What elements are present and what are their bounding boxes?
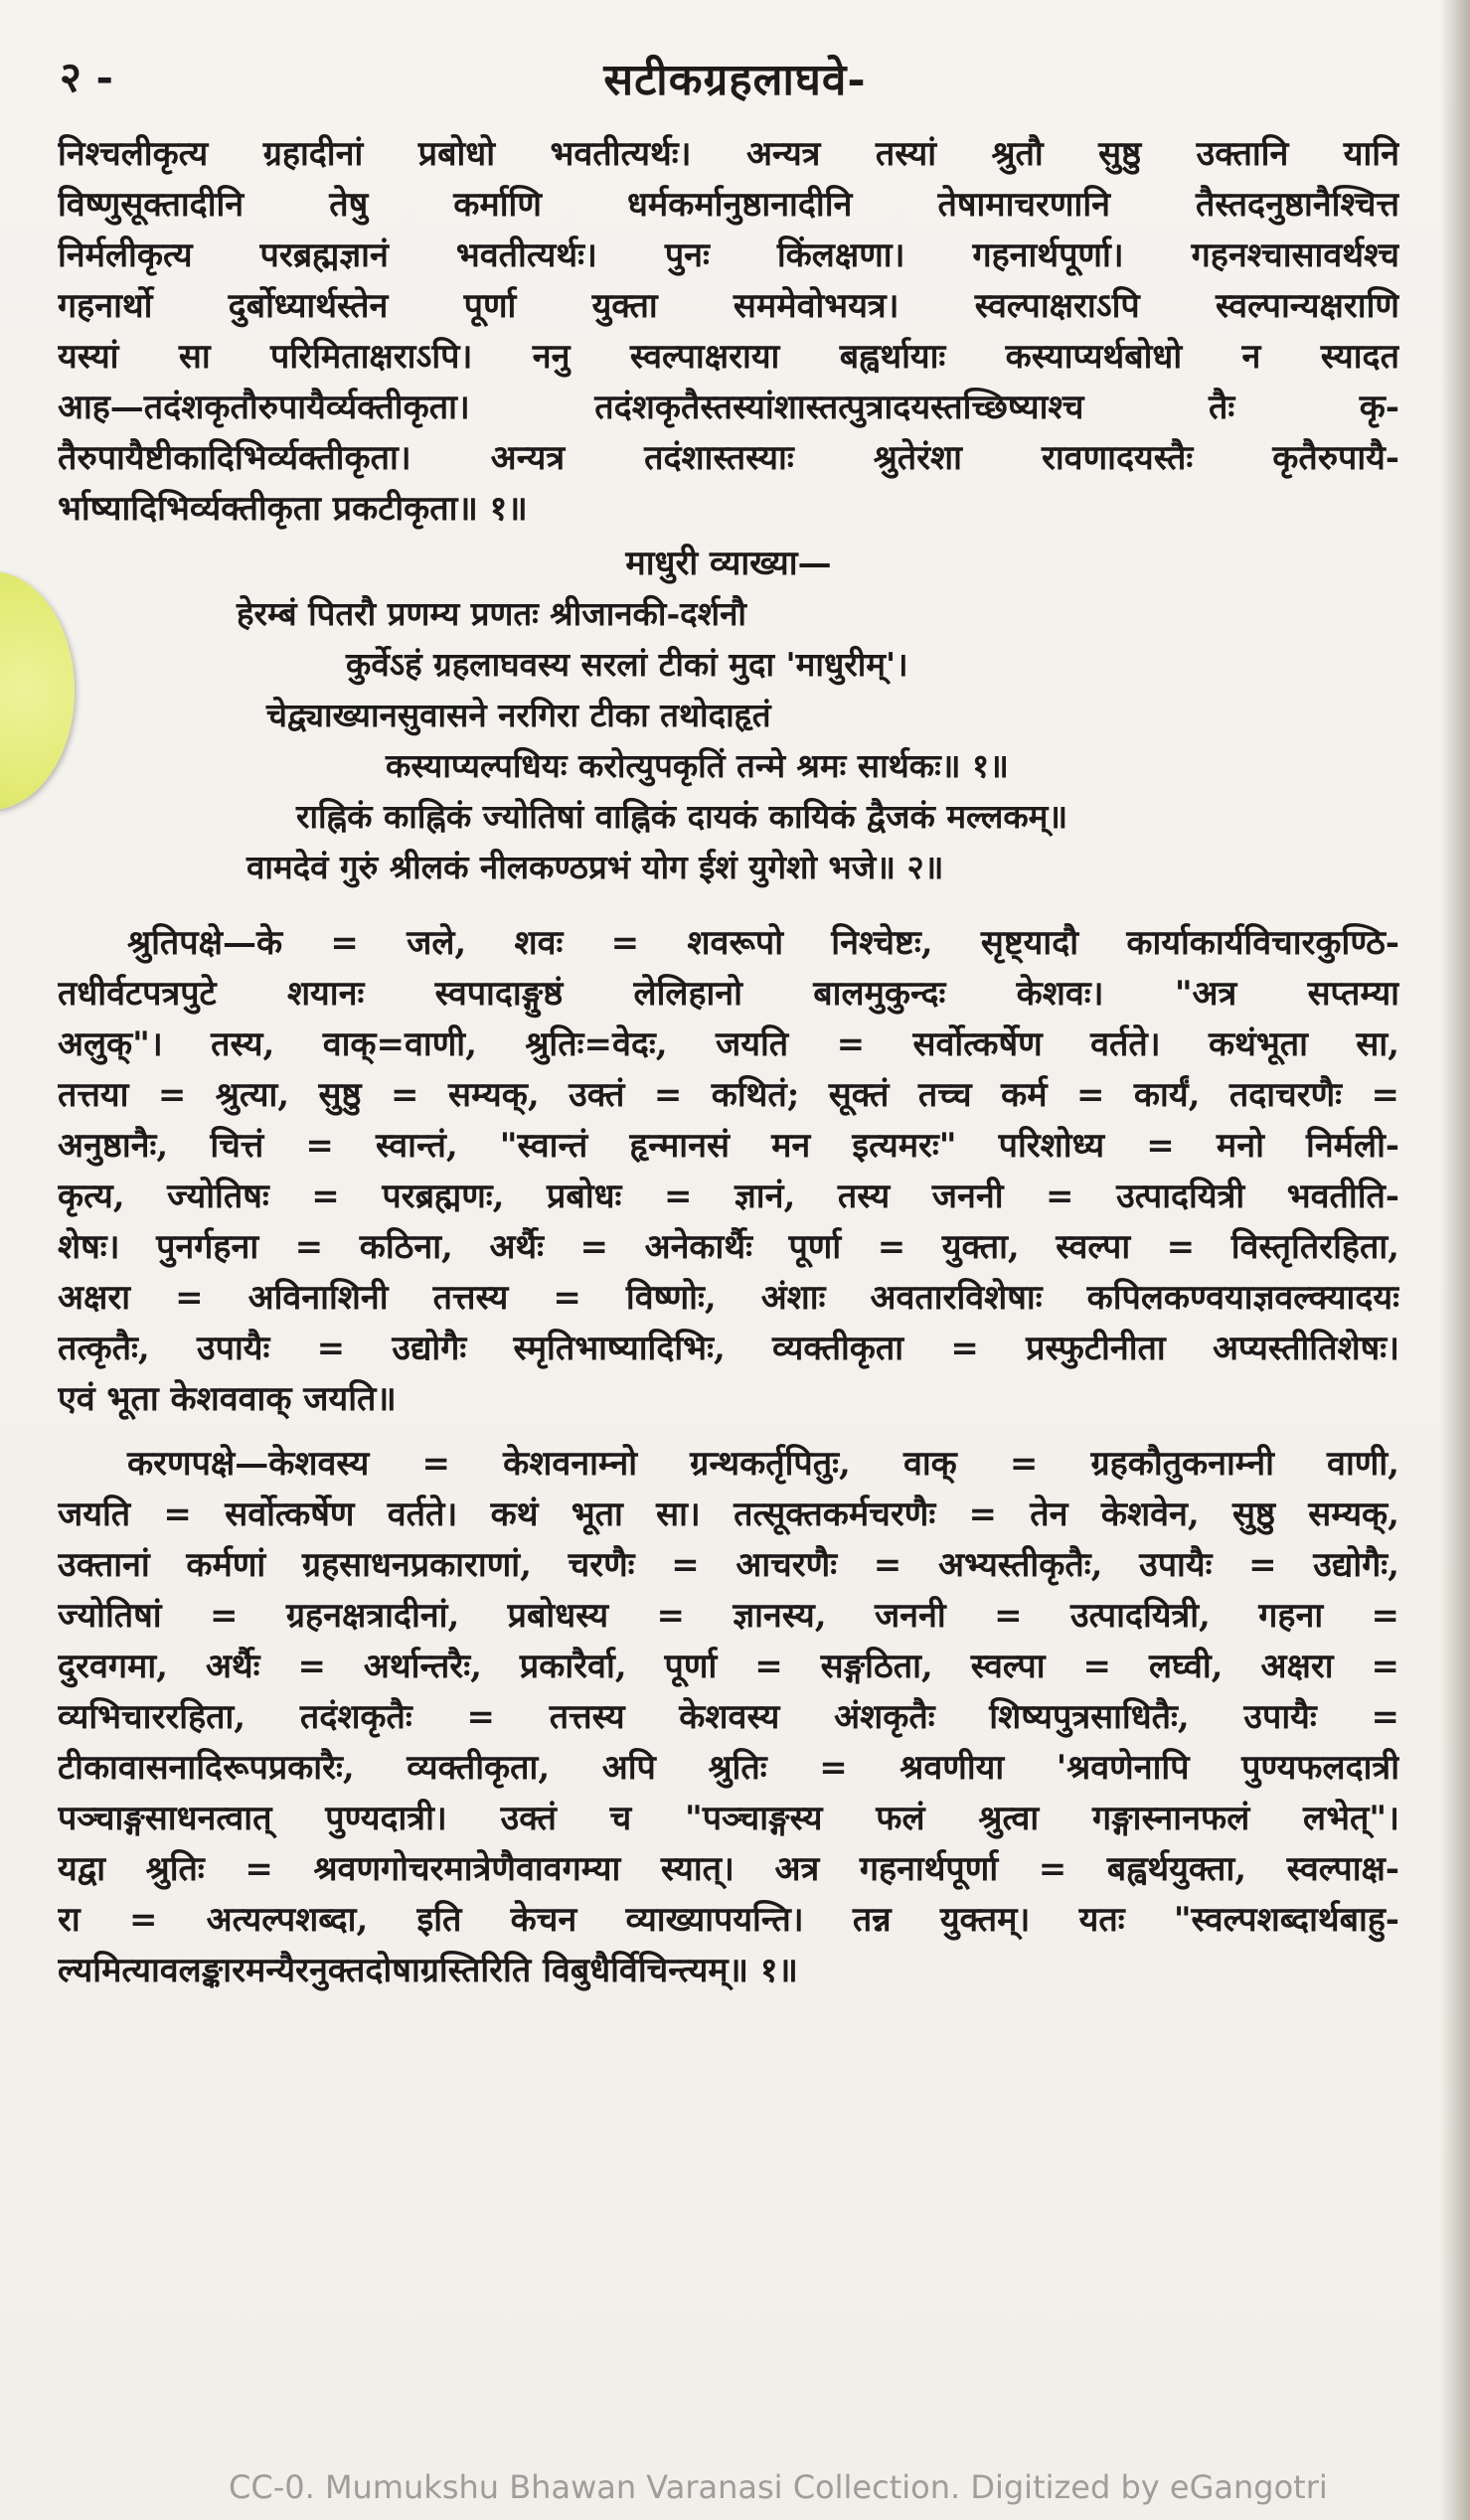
text-line: दुरवगमा, अर्थैः = अर्थान्तरैः, प्रकारैर्वा, पूर्णा = सङ्गठिता, स्वल्पा = लघ्वी, अक्षरा = <box>58 1647 1399 1686</box>
verse-line: राह्निकं काह्निकं ज्योतिषां वाह्निकं दायकं कायिकं द्वैजकं मल्लकम्॥ <box>296 797 1068 836</box>
text-line: अनुष्ठानैः, चित्तं = स्वान्तं, "स्वान्तं हृन्मानसं मन इत्यमरः" परिशोध्य = मनो निर्मली- <box>58 1126 1399 1166</box>
text-line: तैरुपायैष्टीकादिभिर्व्यक्तीकृता। अन्यत्र तदंशास्तस्याः श्रुतेरंशा रावणादयस्तैः कृतैरुपायै- <box>58 438 1399 478</box>
text-line: निर्मलीकृत्य परब्रह्मज्ञानं भवतीत्यर्थः। पुनः किंलक्षणा। गहनार्थपूर्णा। गहनश्चासावर्थश्च <box>58 236 1399 275</box>
text-line: यद्वा श्रुतिः = श्रवणगोचरमात्रेणैवावगम्या स्यात्। अत्र गहनार्थपूर्णा = बह्वर्थयुक्ता, स्वल्पाक्ष- <box>58 1849 1399 1889</box>
text-line: तत्तया = श्रुत्या, सुष्ठु = सम्यक्, उक्तं = कथितं; सूक्तं तच्च कर्म = कार्यं, तदाचरणैः = <box>58 1075 1399 1115</box>
commentary-block <box>58 129 1399 535</box>
text-line: यस्यां सा परिमिताक्षराऽपि। ननु स्वल्पाक्षराया बह्वर्थायाः कस्याप्यर्थबोधो न स्यादत <box>58 337 1399 377</box>
text-line: र्भाष्यादिभिर्व्यक्तीकृता प्रकटीकृता॥ १॥ <box>58 489 528 529</box>
text-line: अलुक्"। तस्य, वाक्=वाणी, श्रुतिः=वेदः, जयति = सर्वोत्कर्षेण वर्तते। कथंभूता सा, <box>58 1024 1399 1064</box>
text-line: जयति = सर्वोत्कर्षेण वर्तते। कथं भूता सा। तत्सूक्तकर्मचरणैः = तेन केशवेन, सुष्ठु सम्यक्, <box>58 1495 1399 1534</box>
text-line: व्यभिचाररहिता, तदंशकृतैः = तत्तस्य केशवस्य अंशकृतैः शिष्यपुत्रसाधितैः, उपायैः = <box>58 1697 1399 1737</box>
text-line: गहनार्थो दुर्बोध्यार्थस्तेन पूर्णा युक्ता सममेवोभयत्र। स्वल्पाक्षराऽपि स्वल्पान्यक्षराणि <box>58 286 1399 326</box>
page-header <box>60 48 1410 117</box>
text-line: एवं भूता केशववाक् जयति॥ <box>58 1379 397 1419</box>
digitization-watermark: CC-0. Mumukshu Bhawan Varanasi Collection. Digitized by eGangotri <box>229 2468 1328 2506</box>
running-title: सटीकग्रहलाघवे- <box>603 55 867 105</box>
verse-line: कस्याप्यल्पधियः करोत्युपकृतिं तन्मे श्रमः सार्थकः॥ १॥ <box>386 746 1009 785</box>
verse-line: चेद्व्याख्यानसुवासने नरगिरा टीका तथोदाहृतं <box>266 696 771 734</box>
text-line: निश्चलीकृत्य ग्रहादीनां प्रबोधो भवतीत्यर्थः। अन्यत्र तस्यां श्रुतौ सुष्ठु उक्तानि यानि <box>58 134 1399 174</box>
text-line: पञ्चाङ्गसाधनत्वात् पुण्यदात्री। उक्तं च "पञ्चाङ्गस्य फलं श्रुत्वा गङ्गास्नानफलं लभेत्"। <box>58 1799 1399 1838</box>
book-spine-edge <box>1440 0 1470 2520</box>
verse-line: हेरम्बं पितरौ प्रणम्य प्रणतः श्रीजानकी-दर्शनौ <box>237 594 746 633</box>
invocation-verses <box>58 588 1399 892</box>
page-number: २ - <box>60 53 113 101</box>
text-line: तधीर्वटपत्रपुटे शयानः स्वपादाङ्गुष्ठं लेलिहानो बालमुकुन्दः केशवः। "अत्र सप्तम्या <box>58 974 1399 1014</box>
text-line: टीकावासनादिरूपप्रकारैः, व्यक्तीकृता, अपि श्रुतिः = श्रवणीया 'श्रवणेनापि पुण्यफलदात्री <box>58 1748 1399 1788</box>
text-line: शेषः। पुनर्गहना = कठिना, अर्थैः = अनेकार्थैः पूर्णा = युक्ता, स्वल्पा = विस्तृतिरहिता, <box>58 1227 1399 1267</box>
text-line: उक्तानां कर्मणां ग्रहसाधनप्रकाराणां, चरणैः = आचरणैः = अभ्यस्तीकृतैः, उपायैः = उद्योगैः, <box>58 1545 1399 1585</box>
text-line: करणपक्षे—केशवस्य = केशवनाम्नो ग्रन्थकर्तृपितुः, वाक् = ग्रहकौतुकनाम्नी वाणी, <box>127 1444 1399 1484</box>
shruti-paksha-section <box>58 918 1399 1425</box>
text-line: ल्यमित्यावलङ्कारमन्यैरनुक्तदोषाग्रस्तिरिति विबुधैर्विचिन्त्यम्॥ १॥ <box>58 1951 798 1990</box>
text-line: श्रुतिपक्षे—के = जले, शवः = शवरूपो निश्चेष्टः, सृष्ट्यादौ कार्याकार्यविचारकुण्ठि- <box>127 923 1399 963</box>
text-line: आह—तदंशकृतौरुपायैर्व्यक्तीकृता। तदंशकृतैस्तस्यांशास्तत्पुत्रादयस्तच्छिष्याश्च तैः कृ- <box>58 388 1399 427</box>
verse-line: वामदेवं गुरुं श्रीलकं नीलकण्ठप्रभं योग ईशं युगेशो भजे॥ २॥ <box>246 848 944 886</box>
page-body <box>58 129 1399 1996</box>
text-line: तत्कृतैः, उपायैः = उद्योगैः स्मृतिभाष्यादिभिः, व्यक्तीकृता = प्रस्फुटीनीता अप्यस्तीतिशेषः। <box>58 1329 1399 1368</box>
madhuri-heading: माधुरी व्याख्या— <box>625 544 832 583</box>
text-line: ज्योतिषां = ग्रहनक्षत्रादीनां, प्रबोधस्य = ज्ञानस्य, जननी = उत्पादयित्री, गहना = <box>58 1596 1399 1636</box>
text-line: विष्णुसूक्तादीनि तेषु कर्माणि धर्मकर्मानुष्ठानादीनि तेषामाचरणानि तैस्तदनुष्ठानैश्चित्त <box>58 185 1399 225</box>
text-line: रा = अत्यल्पशब्दा, इति केचन व्याख्यापयन्ति। तन्न युक्तम्। यतः "स्वल्पशब्दार्थबाहु- <box>58 1900 1399 1940</box>
karana-paksha-section <box>58 1439 1399 1996</box>
text-line: अक्षरा = अविनाशिनी तत्तस्य = विष्णोः, अंशाः अवतारविशेषाः कपिलकण्वयाज्ञवल्क्यादयः <box>58 1278 1399 1318</box>
verse-line: कुर्वेऽहं ग्रहलाघवस्य सरलां टीकां मुदा 'माधुरीम्'। <box>346 645 908 684</box>
text-line: कृत्य, ज्योतिषः = परब्रह्मणः, प्रबोधः = ज्ञानं, तस्य जननी = उत्पादयित्री भवतीति- <box>58 1177 1399 1216</box>
